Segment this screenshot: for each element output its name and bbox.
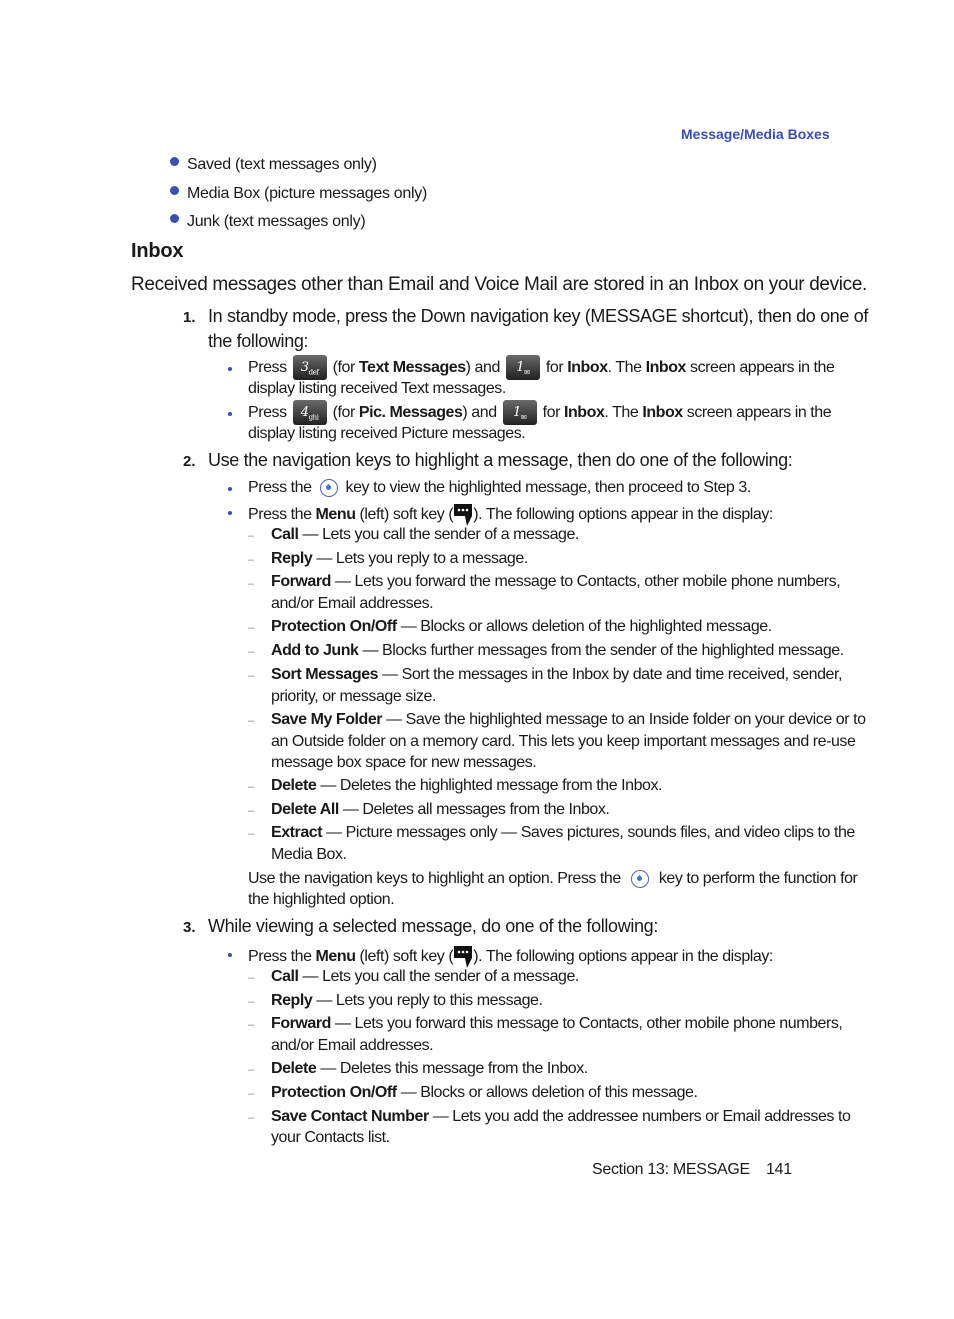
option-item: Extract — Picture messages only — Saves pictures, sounds files, and video clips to the bbox=[271, 824, 855, 841]
option-item: Save My Folder — Save the highlighted message to an Inside folder on your device or to bbox=[271, 711, 866, 728]
dash-icon: – bbox=[248, 781, 255, 793]
list-item: Saved (text messages only) bbox=[187, 156, 377, 173]
option-item: Reply — Lets you reply to a message. bbox=[271, 550, 528, 567]
dash-icon: – bbox=[248, 828, 255, 840]
option-item: Add to Junk — Blocks further messages from the sender of the highlighted message. bbox=[271, 642, 844, 659]
dash-icon: – bbox=[248, 715, 255, 727]
step-text: Use the navigation keys to highlight a message, then do one of the following: bbox=[208, 450, 793, 470]
bullet-icon bbox=[228, 412, 232, 416]
instruction-text-continued: the highlighted option. bbox=[248, 891, 395, 908]
nav-ok-key-icon bbox=[631, 870, 649, 888]
page-number: 141 bbox=[766, 1161, 792, 1178]
option-item-continued: message box space for new messages. bbox=[271, 754, 537, 771]
option-item: Protection On/Off — Blocks or allows deletion of the highlighted message. bbox=[271, 618, 772, 635]
intro-paragraph: Received messages other than Email and Voice Mail are stored in an Inbox on your device. bbox=[131, 274, 867, 295]
list-item: Press the key to view the highlighted message, then proceed to Step 3. bbox=[248, 479, 751, 497]
step-number: 1. bbox=[183, 309, 196, 326]
option-item: Reply — Lets you reply to this message. bbox=[271, 992, 543, 1009]
dash-icon: – bbox=[248, 1019, 255, 1031]
list-item: Press $3_{def}$ (for Text Messages) and $1_✉$ for Inbox. The Inbox screen appears in the bbox=[248, 355, 834, 381]
step-text: In standby mode, press the Down navigation key (MESSAGE shortcut), then do one of bbox=[208, 306, 869, 326]
step-number: 2. bbox=[183, 453, 196, 470]
dash-icon: – bbox=[248, 578, 255, 590]
dash-icon: – bbox=[248, 1112, 255, 1124]
list-item-continued: display listing received Picture messages. bbox=[248, 425, 526, 442]
dash-icon: – bbox=[248, 972, 255, 984]
instruction-text: Use the navigation keys to highlight an option. Press the key to perform the function for bbox=[248, 870, 858, 888]
running-header: Message/Media Boxes bbox=[681, 126, 830, 142]
dash-icon: – bbox=[248, 622, 255, 634]
list-item: Press the Menu (left) soft key ( ). The following options appear in the display: bbox=[248, 944, 773, 970]
option-item: Forward — Lets you forward the message to Contacts, other mobile phone numbers, bbox=[271, 573, 841, 590]
option-item-continued: and/or Email addresses. bbox=[271, 1037, 434, 1054]
option-item: Protection On/Off — Blocks or allows deletion of this message. bbox=[271, 1084, 698, 1101]
dash-icon: – bbox=[248, 1088, 255, 1100]
option-item-continued: your Contacts list. bbox=[271, 1129, 390, 1146]
dash-icon: – bbox=[248, 1064, 255, 1076]
bullet-icon bbox=[228, 511, 232, 515]
dash-icon: – bbox=[248, 805, 255, 817]
option-item: Forward — Lets you forward this message to Contacts, other mobile phone numbers, bbox=[271, 1015, 843, 1032]
option-item-continued: an Outside folder on a memory card. This lets you keep important messages and re-use bbox=[271, 733, 856, 750]
option-item-continued: and/or Email addresses. bbox=[271, 595, 434, 612]
step-number: 3. bbox=[183, 919, 196, 936]
left-soft-key-icon bbox=[453, 944, 473, 970]
bullet-icon bbox=[170, 157, 179, 166]
option-item: Delete — Deletes the highlighted message from the Inbox. bbox=[271, 777, 663, 794]
step-text: While viewing a selected message, do one of the following: bbox=[208, 916, 658, 936]
list-item: Press $4_{ghi}$ (for Pic. Messages) and $1_✉$ for Inbox. The Inbox screen appears in the bbox=[248, 400, 831, 426]
bullet-icon bbox=[228, 367, 232, 371]
option-item: Delete — Deletes this message from the Inbox. bbox=[271, 1060, 588, 1077]
bullet-icon bbox=[228, 487, 232, 491]
option-item: Save Contact Number — Lets you add the addressee numbers or Email addresses to bbox=[271, 1108, 851, 1125]
dash-icon: – bbox=[248, 670, 255, 682]
option-item: Call — Lets you call the sender of a message. bbox=[271, 526, 579, 543]
list-item: Press the Menu (left) soft key ( ). The following options appear in the display: bbox=[248, 502, 773, 528]
key-4-icon: $4_{ghi}$ bbox=[293, 400, 327, 425]
option-item-continued: Media Box. bbox=[271, 846, 347, 863]
option-item-continued: priority, or message size. bbox=[271, 688, 436, 705]
section-heading: Inbox bbox=[131, 240, 184, 262]
list-item: Junk (text messages only) bbox=[187, 213, 366, 230]
key-1-icon: $1_✉$ bbox=[503, 400, 537, 425]
bullet-icon bbox=[228, 953, 232, 957]
key-1-icon: $1_✉$ bbox=[506, 355, 540, 380]
left-soft-key-icon bbox=[453, 502, 473, 528]
nav-ok-key-icon bbox=[320, 479, 338, 497]
option-item: Delete All — Deletes all messages from the Inbox. bbox=[271, 801, 610, 818]
dash-icon: – bbox=[248, 554, 255, 566]
footer-section: Section 13: MESSAGE bbox=[592, 1161, 750, 1178]
bullet-icon bbox=[170, 186, 179, 195]
key-3-icon: $3_{def}$ bbox=[293, 355, 327, 380]
list-item: Media Box (picture messages only) bbox=[187, 185, 427, 202]
list-item-continued: display listing received Text messages. bbox=[248, 380, 506, 397]
bullet-icon bbox=[170, 214, 179, 223]
text: Press bbox=[248, 359, 287, 376]
option-item: Call — Lets you call the sender of a message. bbox=[271, 968, 579, 985]
step-text: the following: bbox=[208, 331, 309, 351]
dash-icon: – bbox=[248, 996, 255, 1008]
option-item: Sort Messages — Sort the messages in the Inbox by date and time received, sender, bbox=[271, 666, 842, 683]
dash-icon: – bbox=[248, 646, 255, 658]
dash-icon: – bbox=[248, 530, 255, 542]
